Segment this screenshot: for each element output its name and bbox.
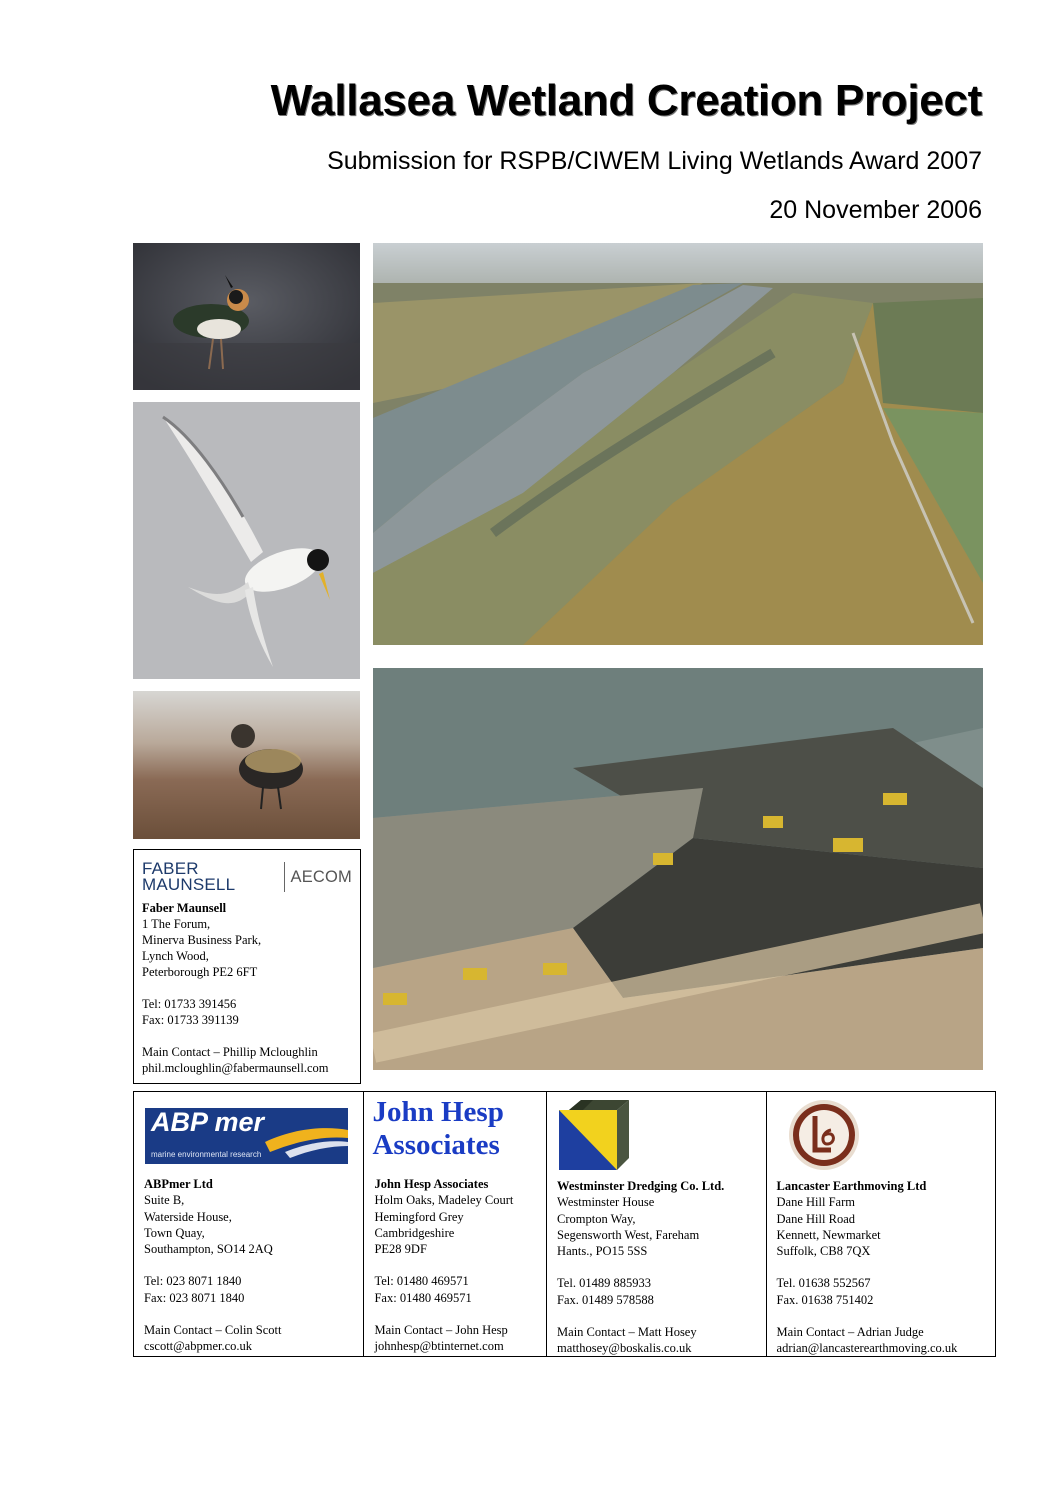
address-line: Holm Oaks, Madeley Court [374, 1193, 514, 1208]
main-contact: Main Contact – Adrian Judge [776, 1325, 924, 1340]
address-line: Southampton, SO14 2AQ [144, 1242, 273, 1257]
fax: Fax: 01733 391139 [142, 1013, 239, 1027]
address-line: 1 The Forum, [142, 917, 211, 931]
lancaster-details [777, 1178, 958, 1357]
email-link[interactable]: phil.mcloughlin@fabermaunsell.com [142, 1061, 329, 1075]
aerial-estuary-photo [373, 243, 983, 645]
address-line: Cambridgeshire [374, 1225, 455, 1240]
email-link[interactable]: johnhesp@btinternet.com [374, 1339, 504, 1354]
lapwing-photo [133, 243, 360, 390]
main-contact: Main Contact – Matt Hosey [557, 1325, 697, 1340]
john-hesp-logo-line1: John Hesp [372, 1096, 504, 1128]
address-line: Lynch Wood, [142, 949, 209, 963]
aecom-logo-text: AECOM [290, 868, 352, 886]
address-line: Crompton Way, [557, 1211, 636, 1226]
main-contact: Main Contact – Colin Scott [144, 1323, 282, 1338]
main-contact: Main Contact – Phillip Mcloughlin [142, 1045, 318, 1059]
address-line: Minerva Business Park, [142, 933, 262, 947]
faber-maunsell-logo [142, 858, 352, 896]
abpmer-logo-text: ABP mer [151, 1107, 265, 1137]
page-subtitle: Submission for RSPB/CIWEM Living Wetlands Award 2007 [327, 147, 982, 175]
westminster-dredging-logo [559, 1100, 629, 1170]
address-line: Dane Hill Road [776, 1211, 855, 1226]
address-line: PE28 9DF [374, 1242, 427, 1257]
company-name: Lancaster Earthmoving Ltd [776, 1179, 927, 1193]
fax: Fax: 023 8071 1840 [144, 1290, 245, 1305]
telephone: Tel. 01638 552567 [776, 1276, 871, 1291]
email-link[interactable]: adrian@lancasterearthmoving.co.uk [776, 1341, 958, 1356]
address-line: Suffolk, CB8 7QX [776, 1244, 871, 1259]
abpmer-contact [134, 1092, 364, 1356]
address-line: Dane Hill Farm [776, 1195, 855, 1210]
company-name: ABPmer Ltd [144, 1177, 213, 1191]
westminster-details [557, 1178, 724, 1357]
fax: Fax. 01489 578588 [557, 1292, 654, 1307]
faber-maunsell-contact [133, 849, 361, 1084]
faber-logo-text: FABER MAUNSELL [142, 859, 236, 894]
address-line: Westminster House [557, 1195, 655, 1210]
tern-photo [133, 402, 360, 679]
fax: Fax: 01480 469571 [374, 1290, 472, 1305]
westminster-dredging-contact [547, 1092, 766, 1356]
abpmer-details [144, 1176, 282, 1355]
email-link[interactable]: matthosey@boskalis.co.uk [557, 1341, 692, 1356]
email-link[interactable]: cscott@abpmer.co.uk [144, 1339, 253, 1354]
address-line: Hants., PO15 5SS [557, 1244, 648, 1259]
telephone: Tel. 01489 885933 [557, 1276, 651, 1291]
john-hesp-logo-line2: Associates [372, 1129, 500, 1161]
plover-photo [133, 691, 360, 839]
main-contact: Main Contact – John Hesp [374, 1323, 508, 1338]
address-line: Peterborough PE2 6FT [142, 965, 258, 979]
john-hesp-details [374, 1176, 513, 1355]
lancaster-earthmoving-logo [787, 1098, 861, 1172]
address-line: Town Quay, [144, 1225, 205, 1240]
construction-photo [373, 668, 983, 1070]
john-hesp-logo [372, 1096, 503, 1162]
fax: Fax. 01638 751402 [776, 1292, 874, 1307]
telephone: Tel: 01733 391456 [142, 997, 237, 1011]
address-line: Waterside House, [144, 1209, 232, 1224]
lancaster-earthmoving-contact [767, 1092, 995, 1356]
telephone: Tel: 023 8071 1840 [144, 1274, 242, 1289]
page-title: Wallasea Wetland Creation Project [270, 76, 982, 125]
john-hesp-contact [364, 1092, 547, 1356]
address-line: Hemingford Grey [374, 1209, 464, 1224]
abpmer-logo [145, 1108, 348, 1164]
abpmer-logo-sub: marine environmental research [151, 1150, 262, 1159]
company-name: John Hesp Associates [374, 1177, 489, 1191]
contacts-table [133, 1091, 996, 1357]
address-line: Kennett, Newmarket [776, 1227, 881, 1242]
address-line: Segensworth West, Fareham [557, 1227, 700, 1242]
address-line: Suite B, [144, 1193, 185, 1208]
company-name: Faber Maunsell [142, 901, 227, 915]
page-date: 20 November 2006 [769, 196, 982, 224]
telephone: Tel: 01480 469571 [374, 1274, 469, 1289]
company-name: Westminster Dredging Co. Ltd. [557, 1179, 725, 1193]
